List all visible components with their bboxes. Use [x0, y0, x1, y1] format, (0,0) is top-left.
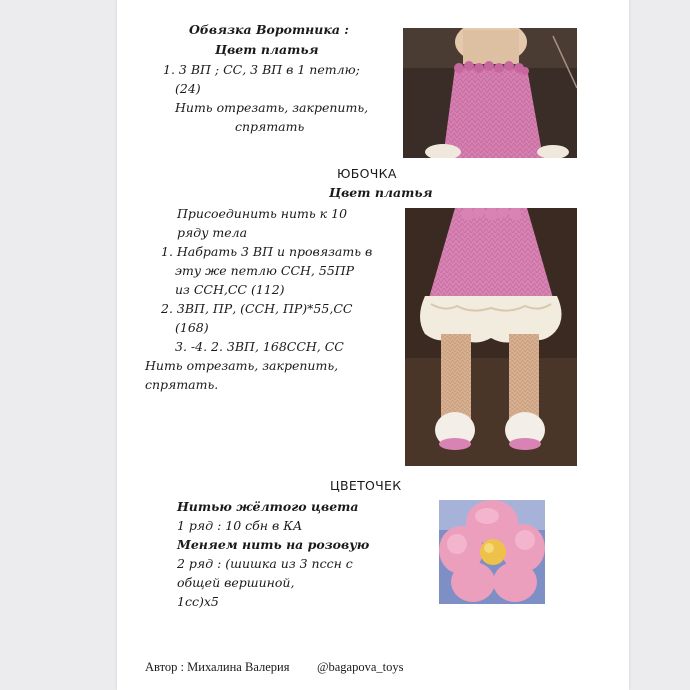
skirt-step-2-line-2: (168)	[175, 320, 209, 335]
flower-title: ЦВЕТОЧЕК	[330, 478, 402, 493]
flower-photo	[439, 500, 545, 604]
pattern-page	[117, 0, 629, 690]
skirt-finish-line-2: спрятать.	[145, 377, 219, 392]
collar-photo	[403, 28, 577, 158]
skirt-intro-line-2: ряду тела	[177, 225, 248, 240]
skirt-finish-line-1: Нить отрезать, закрепить,	[145, 358, 339, 373]
flower-row-2-line-2: общей вершиной,	[177, 575, 295, 590]
skirt-color-label: Цвет платья	[329, 185, 433, 200]
flower-row-2-line-1: 2 ряд : (шишка из 3 пссн с	[177, 556, 353, 571]
skirt-title: ЮБОЧКА	[337, 166, 397, 181]
flower-yellow-label: Нитью жёлтого цвета	[177, 499, 359, 514]
skirt-step-1-line-2: эту же петлю ССН, 55ПР	[175, 263, 355, 278]
collar-title: Обвязка Воротника :	[189, 22, 349, 37]
skirt-step-3: 3. -4. 2. 3ВП, 168ССН, СС	[175, 339, 344, 354]
collar-color-label: Цвет платья	[215, 42, 319, 57]
footer-author: Автор : Михалина Валерия	[145, 660, 290, 674]
skirt-step-2-line-1: 2. 3ВП, ПР, (ССН, ПР)*55,СС	[161, 301, 353, 316]
skirt-photo	[405, 208, 577, 466]
skirt-intro-line-1: Присоединить нить к 10	[177, 206, 348, 221]
skirt-step-1-line-1: 1. Набрать 3 ВП и провязать в	[161, 244, 373, 259]
skirt-step-1-line-3: из ССН,СС (112)	[175, 282, 285, 297]
flower-row-1: 1 ряд : 10 сбн в КА	[177, 518, 303, 533]
footer-handle: @bagapova_toys	[317, 660, 404, 674]
collar-step-1: 1. 3 ВП ; СС, 3 ВП в 1 петлю;	[163, 62, 360, 77]
collar-finish-line-2: спрятать	[235, 119, 305, 134]
collar-finish-line-1: Нить отрезать, закрепить,	[175, 100, 369, 115]
flower-row-2-line-3: 1сс)х5	[177, 594, 219, 609]
flower-change-label: Меняем нить на розовую	[177, 537, 370, 552]
collar-step-1-count: (24)	[175, 81, 201, 96]
